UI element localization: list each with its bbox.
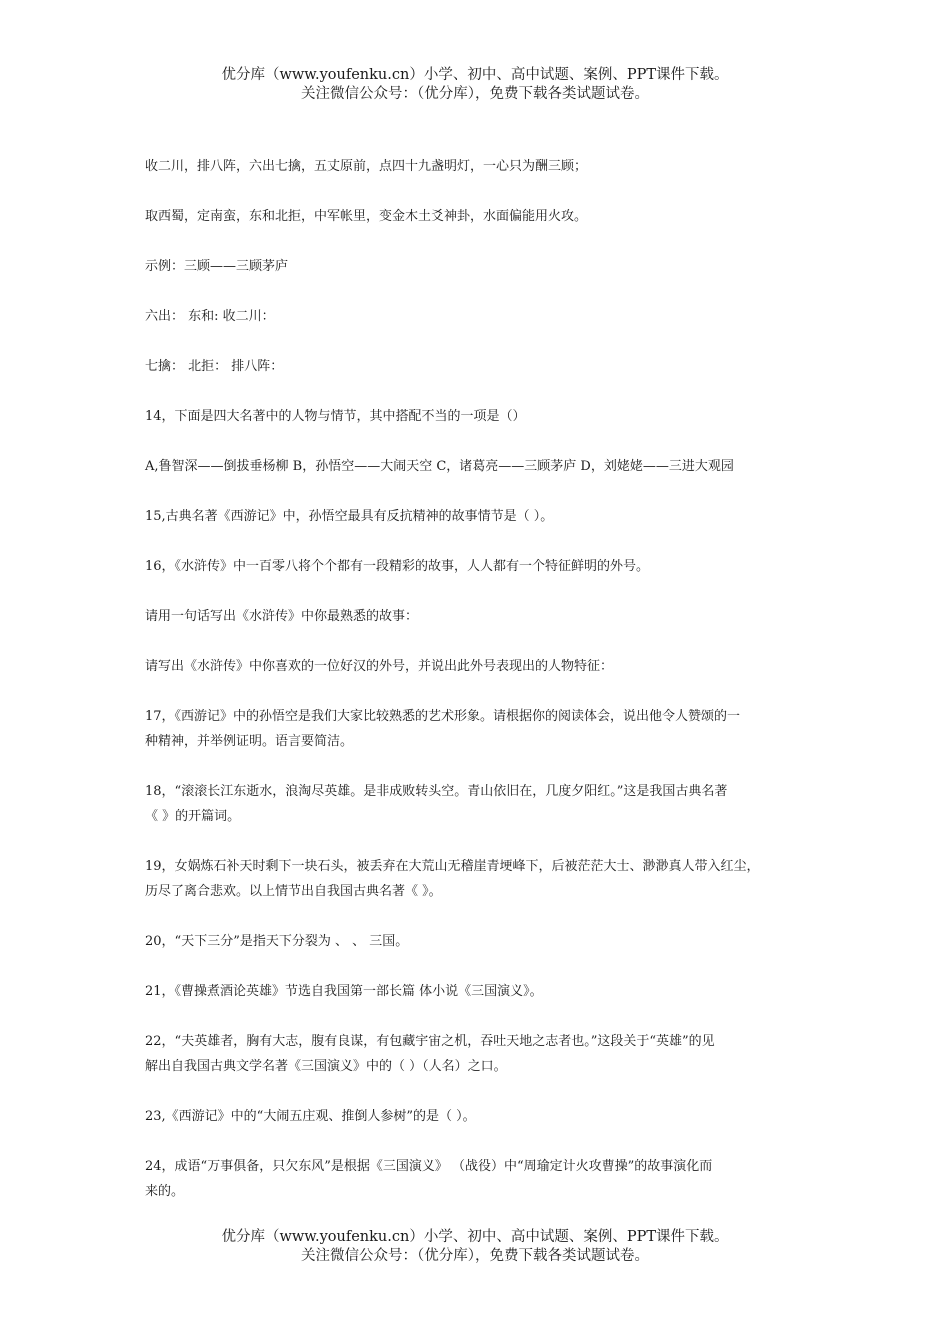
paragraph (145, 1029, 815, 1079)
paragraph-line: 《 》的开篇词。 (145, 809, 241, 824)
footer-line-1: 优分库（www.youfenku.cn）小学、初中、高中试题、案例、PPT课件下载。 (221, 1229, 729, 1245)
paragraph (145, 404, 815, 429)
paragraph (145, 779, 815, 829)
paragraph (145, 454, 815, 479)
paragraph (145, 154, 815, 179)
paragraph (145, 304, 815, 329)
paragraph-line: 收二川，排八阵，六出七擒，五丈原前，点四十九盏明灯，一心只为酬三顾； (145, 159, 588, 174)
paragraph (145, 554, 815, 579)
paragraph-line: 24，成语“万事俱备，只欠东风”是根据《三国演义》 （战役）中“周瑜定计火攻曹操”的故事演化而 (145, 1159, 713, 1174)
paragraph-line: 14，下面是四大名著中的人物与情节，其中搭配不当的一项是（） (145, 409, 526, 424)
header-line-2: 关注微信公众号：（优分库），免费下载各类试题试卷。 (301, 86, 649, 102)
paragraph-line: 22，“夫英雄者，胸有大志，腹有良谋，有包藏宇宙之机，吞吐天地之志者也。”这段关于“英雄”的见 (145, 1034, 715, 1049)
paragraph-line: 17，《西游记》中的孙悟空是我们大家比较熟悉的艺术形象。请根据你的阅读体会，说出他令人赞颂的一 (145, 709, 741, 724)
paragraph-line: 解出自我国古典文学名著《三国演义》中的（ ）（人名）之口。 (145, 1059, 507, 1074)
paragraph-line: 六出： 东和: 收二川： (145, 309, 275, 324)
paragraph (145, 354, 815, 379)
paragraph-line: 23,《西游记》中的“大闹五庄观、推倒人参树”的是（ ）。 (145, 1109, 476, 1124)
paragraph (145, 604, 815, 629)
paragraph-line: 16，《水浒传》中一百零八将个个都有一段精彩的故事，人人都有一个特征鲜明的外号。 (145, 559, 650, 574)
paragraph-line: 七擒： 北拒： 排八阵： (145, 359, 284, 374)
paragraph (145, 254, 815, 279)
paragraph-line: 20，“天下三分”是指天下分裂为 、 、 三国。 (145, 934, 409, 949)
header-line-1: 优分库（www.youfenku.cn）小学、初中、高中试题、案例、PPT课件下载。 (221, 67, 729, 83)
paragraph-line: 15,古典名著《西游记》中，孙悟空最具有反抗精神的故事情节是（ ）。 (145, 509, 554, 524)
document-body (145, 154, 815, 1229)
paragraph (145, 204, 815, 229)
paragraph-line: 19，女娲炼石补天时剩下一块石头，被丢弃在大荒山无稽崖青埂峰下，后被茫茫大士、渺渺真人带入红尘， (145, 859, 760, 874)
paragraph-line: A,鲁智深——倒拔垂杨柳 B，孙悟空——大闹天空 C，诸葛亮——三顾茅庐 D，刘姥姥——三进大观园 (145, 459, 734, 474)
paragraph-line: 请用一句话写出《水浒传》中你最熟悉的故事： (145, 609, 419, 624)
paragraph-line: 18，“滚滚长江东逝水，浪淘尽英雄。是非成败转头空。青山依旧在，几度夕阳红。”这是我国古典名著 (145, 784, 728, 799)
paragraph-line: 取西蜀，定南蛮，东和北拒，中军帐里，变金木土爻神卦，水面偏能用火攻。 (145, 209, 588, 224)
paragraph (145, 929, 815, 954)
footer-line-2: 关注微信公众号：（优分库），免费下载各类试题试卷。 (301, 1248, 649, 1264)
paragraph (145, 854, 815, 904)
paragraph-line: 请写出《水浒传》中你喜欢的一位好汉的外号，并说出此外号表现出的人物特征： (145, 659, 614, 674)
paragraph (145, 504, 815, 529)
paragraph-line: 历尽了离合悲欢。以上情节出自我国古典名著《 》。 (145, 884, 442, 899)
page-footer (0, 1228, 950, 1266)
paragraph (145, 654, 815, 679)
paragraph (145, 1104, 815, 1129)
paragraph (145, 979, 815, 1004)
page-header (0, 66, 950, 104)
paragraph-line: 21，《曹操煮酒论英雄》节选自我国第一部长篇 体小说《三国演义》。 (145, 984, 543, 999)
paragraph (145, 1154, 815, 1204)
paragraph (145, 704, 815, 754)
paragraph-line: 来的。 (145, 1184, 185, 1199)
paragraph-line: 示例：三顾——三顾茅庐 (145, 259, 289, 274)
paragraph-line: 种精神，并举例证明。语言要简洁。 (145, 734, 354, 749)
